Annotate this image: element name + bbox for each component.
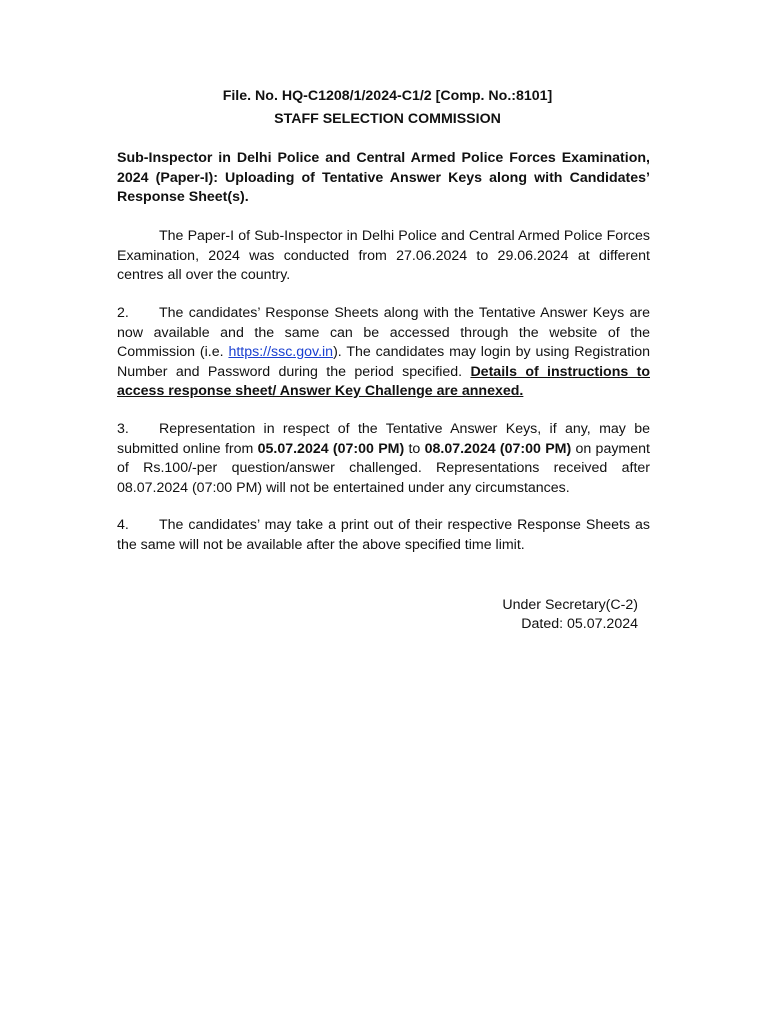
paragraph-4 [117,516,650,555]
file-number: File. No. HQ-C1208/1/2024-C1/2 [Comp. No.:8101] [222,88,553,104]
paragraph-4-text: The candidates’ may take a print out of their respective Response Sheets as the same will not be available after the above specified time limit. [117,517,650,553]
notice-date: Dated: 05.07.2024 [521,616,638,632]
paragraph-3-number: 3. [117,421,129,437]
challenge-start-date: 05.07.2024 (07:00 PM) [257,440,405,457]
annexure-note: Details of instructions to access response sheet/ Answer Key Challenge are annexed. [117,363,650,399]
signatory-designation: Under Secretary(C-2) [502,597,638,613]
paragraph-2-number: 2. [117,305,129,321]
paragraph-3 [117,420,650,498]
paragraph-3-text-1: Representation in respect of the Tentative Answer Keys, if any, may be submitted online from [117,421,650,457]
paragraph-4-number: 4. [117,517,129,533]
paragraph-1: The Paper-I of Sub-Inspector in Delhi Police and Central Armed Police Forces Examination, 2024 was conducted from 27.06.2024 to 29.06.2024 at different centres all over the country. [117,228,650,283]
paragraph-2-text-end: ). The candidates may login by using Registration Number and Password during the period specified. [117,344,650,380]
notice-subject: Sub-Inspector in Delhi Police and Central Armed Police Forces Examination, 2024 (Paper-I): Uploading of Tentative Answer Keys along with Candidates’ Response Sheet(s). [117,150,650,205]
paragraph-3-text-2: to [404,440,425,457]
paragraph-2-text-start: The candidates’ Response Sheets along with the Tentative Answer Keys are now available and the same can be accessed through the website of the Commission (i.e. [117,305,650,360]
paragraph-3-text-3: on payment of Rs.100/-per question/answer challenged. Representations received after 08.07.2024 (07:00 PM) will not be entertained under any circumstances. [117,440,650,496]
challenge-end-date: 08.07.2024 (07:00 PM) [424,440,572,457]
ssc-website-link[interactable]: https://ssc.gov.in [228,344,334,360]
paragraph-2 [117,304,650,402]
commission-title: STAFF SELECTION COMMISSION [274,111,501,127]
